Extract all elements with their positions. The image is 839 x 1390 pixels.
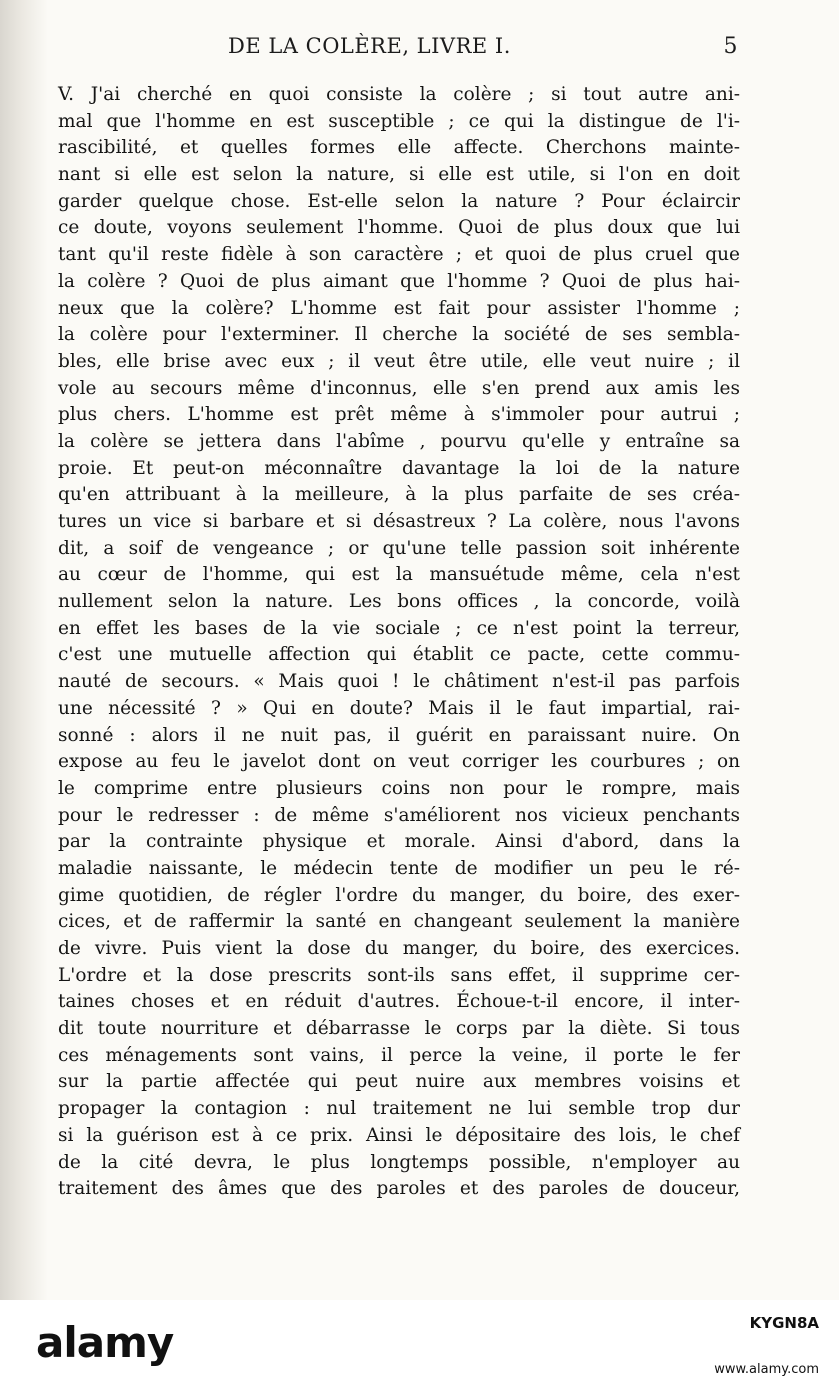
text-line: si la guérison est à ce prix. Ainsi le dépositaire des lois, le chef [58,1124,740,1146]
text-line: qu'en attribuant à la meilleure, à la plus parfaite de ses créa- [58,484,740,506]
text-line: ces ménagements sont vains, il perce la veine, il porte le fer [58,1044,740,1066]
image-code: KYGN8A [749,1314,819,1332]
text-line: nauté de secours. « Mais quoi ! le châtiment n'est-il pas parfois [58,671,740,693]
page-number: 5 [723,34,738,59]
text-line: sonné : alors il ne nuit pas, il guérit en paraissant nuire. On [58,724,740,746]
text-line: mal que l'homme en est susceptible ; ce qui la distingue de l'i- [58,110,740,132]
text-line: c'est une mutuelle affection qui établit ce pacte, cette commu- [58,644,740,666]
text-line: la colère pour l'exterminer. Il cherche la société de ses sembla- [58,324,740,346]
text-line: pour le redresser : de même s'améliorent nos vicieux penchants [58,804,740,826]
text-line: gime quotidien, de régler l'ordre du manger, du boire, des exer- [58,884,740,906]
image-meta [714,1314,819,1377]
running-header [228,34,738,74]
text-line: plus chers. L'homme est prêt même à s'immoler pour autrui ; [58,404,740,426]
watermark-footer [0,1300,839,1390]
text-line: une nécessité ? » Qui en doute? Mais il le faut impartial, rai- [58,697,740,719]
text-line: ce doute, voyons seulement l'homme. Quoi de plus doux que lui [58,217,740,239]
text-line: taines choses et en réduit d'autres. Échoue-t-il encore, il inter- [58,991,740,1013]
text-line: nullement selon la nature. Les bons offices , la concorde, voilà [58,591,740,613]
text-line: dit, a soif de vengeance ; or qu'une telle passion soit inhérente [58,537,740,559]
text-line: sur la partie affectée qui peut nuire aux membres voisins et [58,1071,740,1093]
text-line: le comprime entre plusieurs coins non pour le rompre, mais [58,777,740,799]
text-line: garder quelque chose. Est-elle selon la nature ? Pour éclaircir [58,190,740,212]
text-line: en effet les bases de la vie sociale ; ce n'est point la terreur, [58,617,740,639]
text-line: au cœur de l'homme, qui est la mansuétude même, cela n'est [58,564,740,586]
text-line: tant qu'il reste fidèle à son caractère ; et quoi de plus cruel que [58,244,740,266]
text-line: propager la contagion : nul traitement ne lui semble trop dur [58,1098,740,1120]
site-url: www.alamy.com [714,1362,819,1377]
text-line: de vivre. Puis vient la dose du manger, du boire, des exercices. [58,938,740,959]
page-spine-shadow [0,0,48,1300]
text-line: dit toute nourriture et débarrasse le corps par la diète. Si tous [58,1018,740,1040]
text-line: de la cité devra, le plus longtemps possible, n'employer au [58,1151,740,1173]
text-line: par la contrainte physique et morale. Ainsi d'abord, dans la [58,831,740,853]
body-text [58,82,740,1203]
text-line: rascibilité, et quelles formes elle affecte. Cherchons mainte- [58,137,740,159]
text-line: L'ordre et la dose prescrits sont-ils sans effet, il supprime cer- [58,964,740,986]
text-line: la colère se jettera dans l'abîme , pourvu qu'elle y entraîne sa [58,430,740,452]
text-line: bles, elle brise avec eux ; il veut être utile, elle veut nuire ; il [58,350,740,372]
header-title: DE LA COLÈRE, LIVRE I. [228,34,511,58]
text-line: V. J'ai cherché en quoi consiste la colère ; si tout autre ani- [58,84,740,105]
text-line: tures un vice si barbare et si désastreux ? La colère, nous l'avons [58,511,740,532]
text-line: vole au secours même d'inconnus, elle s'en prend aux amis les [58,377,740,399]
alamy-logo: alamy [36,1318,174,1367]
text-line: cices, et de raffermir la santé en changeant seulement la manière [58,911,740,933]
text-line: proie. Et peut-on méconnaître davantage la loi de la nature [58,457,740,479]
text-line: la colère ? Quoi de plus aimant que l'homme ? Quoi de plus hai- [58,270,740,292]
text-line: nant si elle est selon la nature, si elle est utile, si l'on en doit [58,164,740,186]
text-line: traitement des âmes que des paroles et des paroles de douceur, [58,1178,740,1200]
text-line: neux que la colère? L'homme est fait pour assister l'homme ; [58,297,740,319]
text-line: expose au feu le javelot dont on veut corriger les courbures ; on [58,751,740,773]
text-line: maladie naissante, le médecin tente de modifier un peu le ré- [58,857,740,879]
